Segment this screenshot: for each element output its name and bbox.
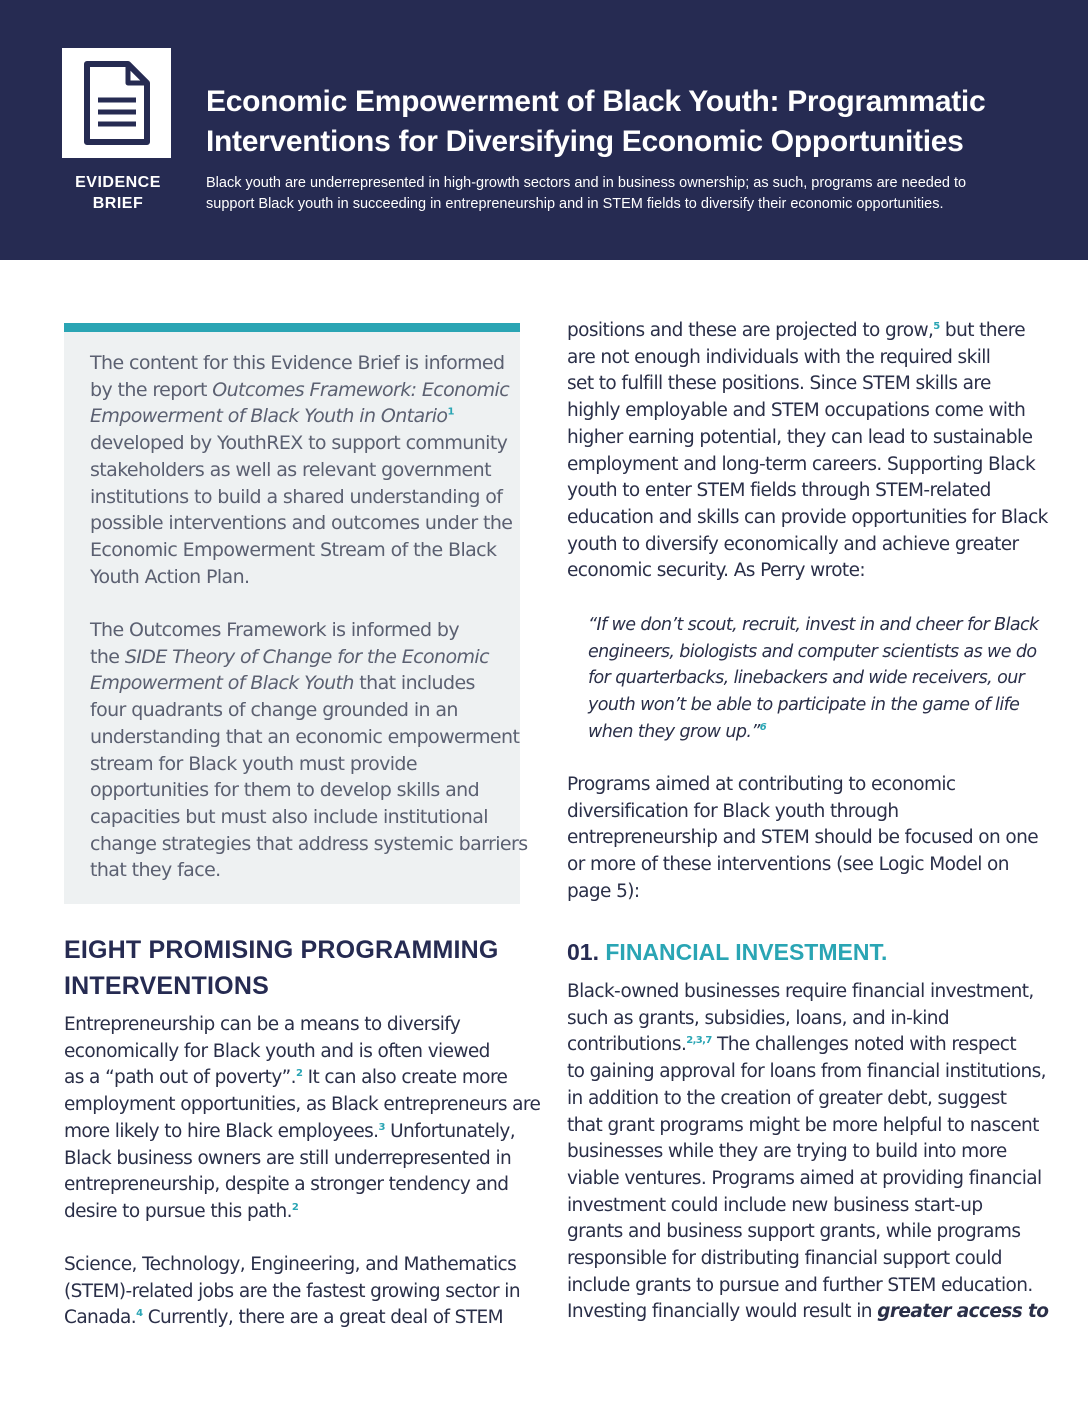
text-line — [64, 1065, 524, 1092]
text-line: Entrepreneurship can be a means to diversify — [64, 1014, 461, 1035]
text-run: Currently, there are a great deal of STEM — [142, 1307, 503, 1329]
emphasis-text: greater access to — [877, 1301, 1049, 1323]
text-line: capacities but must also include institutional — [90, 805, 488, 828]
text-run: when they grow up.” — [588, 721, 760, 742]
text-line: in addition to the creation of greater debt, suggest — [567, 1087, 1007, 1109]
quote-line: engineers, biologists and computer scientists as we do — [588, 641, 1037, 662]
title-line: Interventions for Diversifying Economic Opportunities — [206, 125, 964, 158]
text-run: positions and these are projected to grow, — [567, 320, 934, 341]
quote-line — [588, 719, 1028, 746]
intervention-number: 01. — [567, 939, 599, 965]
theory-title-italic: Empowerment of Black Youth — [90, 672, 354, 695]
text-line: responsible for distributing financial support could — [567, 1248, 1002, 1270]
text-run: more likely to hire Black employees. — [64, 1120, 379, 1142]
footnote-ref[interactable]: 2,3,7 — [686, 1035, 712, 1047]
text-line — [90, 403, 510, 430]
text-line — [567, 1032, 1027, 1059]
text-run: contributions. — [567, 1034, 687, 1056]
header-banner — [0, 0, 1088, 260]
text-run: but there — [939, 320, 1026, 341]
text-run: It can also create more — [302, 1067, 508, 1089]
text-line — [567, 1299, 1049, 1326]
text-line: four quadrants of change grounded in an — [90, 699, 458, 722]
callout-accent-bar — [64, 323, 520, 332]
text-line: economically for Black youth and is often viewed — [64, 1040, 490, 1062]
callout-paragraph-1 — [90, 350, 513, 590]
text-line — [64, 1199, 524, 1226]
text-line: possible interventions and outcomes under the — [90, 512, 513, 535]
text-line: stakeholders as well as relevant government — [90, 458, 491, 481]
text-line: employment opportunities, as Black entrepreneurs are — [64, 1094, 541, 1116]
text-line: opportunities for them to develop skills and — [90, 779, 480, 802]
text-line: Youth Action Plan. — [90, 565, 250, 588]
text-line: grants and business support grants, while programs — [567, 1221, 1021, 1243]
text-line: investment could include new business start-up — [567, 1194, 983, 1216]
footnote-ref[interactable]: 2 — [291, 1201, 299, 1213]
label-line: BRIEF — [92, 195, 144, 212]
quote-line: youth won’t be able to participate in the game of life — [588, 695, 1020, 716]
text-line — [90, 670, 510, 697]
text-line: institutions to build a shared understanding of — [90, 485, 503, 508]
programs-paragraph — [567, 772, 1038, 906]
text-line: diversification for Black youth through — [567, 800, 899, 822]
text-line — [90, 644, 510, 671]
subtitle-line: support Black youth in succeeding in entrepreneurship and in STEM fields to diversify their economic opportunities. — [206, 196, 944, 212]
text-line: (STEM)-related jobs are the fastest growing sector in — [64, 1280, 520, 1302]
footnote-ref[interactable]: 3 — [378, 1121, 385, 1133]
text-line: Economic Empowerment Stream of the Black — [90, 538, 497, 561]
subtitle-line: Black youth are underrepresented in high-growth sectors and in business ownership; as such, programs are needed to — [206, 175, 967, 191]
label-line: EVIDENCE — [75, 174, 161, 191]
text-run: the — [90, 645, 125, 668]
text-line: viable ventures. Programs aimed at providing financial — [567, 1167, 1042, 1189]
text-line: to gaining approval for loans from financial institutions, — [567, 1061, 1046, 1083]
text-line: The content for this Evidence Brief is informed — [90, 352, 505, 374]
intervention-name: FINANCIAL INVESTMENT. — [605, 939, 888, 965]
text-line: include grants to pursue and further STEM education. — [567, 1274, 1033, 1296]
text-line: entrepreneurship and STEM should be focused on one — [567, 827, 1038, 849]
intervention-heading-01 — [567, 934, 887, 970]
text-line: entrepreneurship, despite a stronger tendency and — [64, 1174, 509, 1196]
financial-investment-paragraph — [567, 979, 1049, 1326]
report-title-italic: Empowerment of Black Youth in Ontario — [90, 405, 448, 428]
text-run: Unfortunately, — [384, 1120, 516, 1142]
page-title — [206, 82, 1046, 162]
text-line: youth to diversify economically and achieve greater — [567, 533, 1019, 555]
text-run: as a “path out of poverty”. — [64, 1067, 296, 1089]
text-run: that includes — [353, 672, 475, 695]
quote-line: for quarterbacks, linebackers and wide receivers, our — [588, 668, 1025, 689]
text-line: businesses while they are trying to build into more — [567, 1141, 1007, 1163]
callout-paragraph-2 — [90, 617, 528, 884]
text-line: are not enough individuals with the required skill — [567, 346, 991, 368]
footnote-ref[interactable]: 2 — [295, 1068, 303, 1080]
text-line: highly employable and STEM occupations come with — [567, 400, 1026, 422]
section-heading — [64, 932, 534, 1004]
text-run: The challenges noted with respect — [711, 1034, 1016, 1056]
text-run: Investing financially would result in — [567, 1301, 878, 1323]
title-line: Economic Empowerment of Black Youth: Programmatic — [206, 85, 986, 118]
text-line: that grant programs might be more helpful to nascent — [567, 1114, 1039, 1136]
stem-continued-paragraph — [567, 318, 1048, 585]
evidence-brief-label — [62, 172, 174, 214]
text-line — [64, 1119, 524, 1146]
text-run: Canada. — [64, 1307, 137, 1329]
text-line — [64, 1305, 524, 1332]
text-line: stream for Black youth must provide — [90, 752, 417, 775]
text-line: or more of these interventions (see Logic Model on — [567, 854, 1009, 876]
text-line: higher earning potential, they can lead to sustainable — [567, 426, 1033, 448]
text-line — [567, 318, 1027, 345]
text-line: youth to enter STEM fields through STEM-related — [567, 480, 991, 502]
report-title-italic: Outcomes Framework: Economic — [212, 378, 510, 401]
text-run: by the report — [90, 378, 213, 401]
document-icon — [82, 60, 152, 146]
footnote-ref[interactable]: 4 — [136, 1308, 143, 1320]
text-line: The Outcomes Framework is informed by — [90, 619, 459, 641]
theory-title-italic: SIDE Theory of Change for the Economic — [124, 645, 489, 668]
entrepreneurship-paragraph — [64, 1012, 541, 1226]
text-line: Programs aimed at contributing to economic — [567, 774, 956, 795]
text-line — [90, 377, 510, 404]
text-line: developed by YouthREX to support community — [90, 432, 508, 455]
text-line: that they face. — [90, 859, 221, 882]
text-line: economic security. As Perry wrote: — [567, 560, 866, 582]
footnote-ref[interactable]: 6 — [759, 721, 767, 733]
text-line: page 5): — [567, 880, 640, 902]
text-line: such as grants, subsidies, loans, and in-kind — [567, 1007, 950, 1029]
text-line: understanding that an economic empowerment — [90, 725, 520, 748]
text-line: employment and long-term careers. Supporting Black — [567, 453, 1036, 475]
text-line: education and skills can provide opportunities for Black — [567, 506, 1048, 528]
text-line: Science, Technology, Engineering, and Mathematics — [64, 1254, 517, 1275]
text-line: set to fulfill these positions. Since STEM skills are — [567, 373, 991, 395]
heading-line: EIGHT PROMISING PROGRAMMING — [64, 936, 499, 964]
document-icon-box — [62, 48, 171, 158]
footnote-ref[interactable]: 5 — [933, 320, 940, 332]
heading-line: INTERVENTIONS — [64, 972, 269, 1000]
page-subtitle — [206, 173, 1046, 215]
perry-quote — [588, 612, 1039, 746]
quote-line: “If we don’t scout, recruit, invest in and cheer for Black — [588, 615, 1039, 635]
footnote-ref[interactable]: 1 — [447, 407, 454, 419]
stem-paragraph — [64, 1252, 524, 1332]
text-line: Black-owned businesses require financial investment, — [567, 981, 1034, 1002]
text-run: desire to pursue this path. — [64, 1200, 292, 1222]
text-line: Black business owners are still underrepresented in — [64, 1147, 512, 1169]
text-line: change strategies that address systemic barriers — [90, 832, 528, 855]
